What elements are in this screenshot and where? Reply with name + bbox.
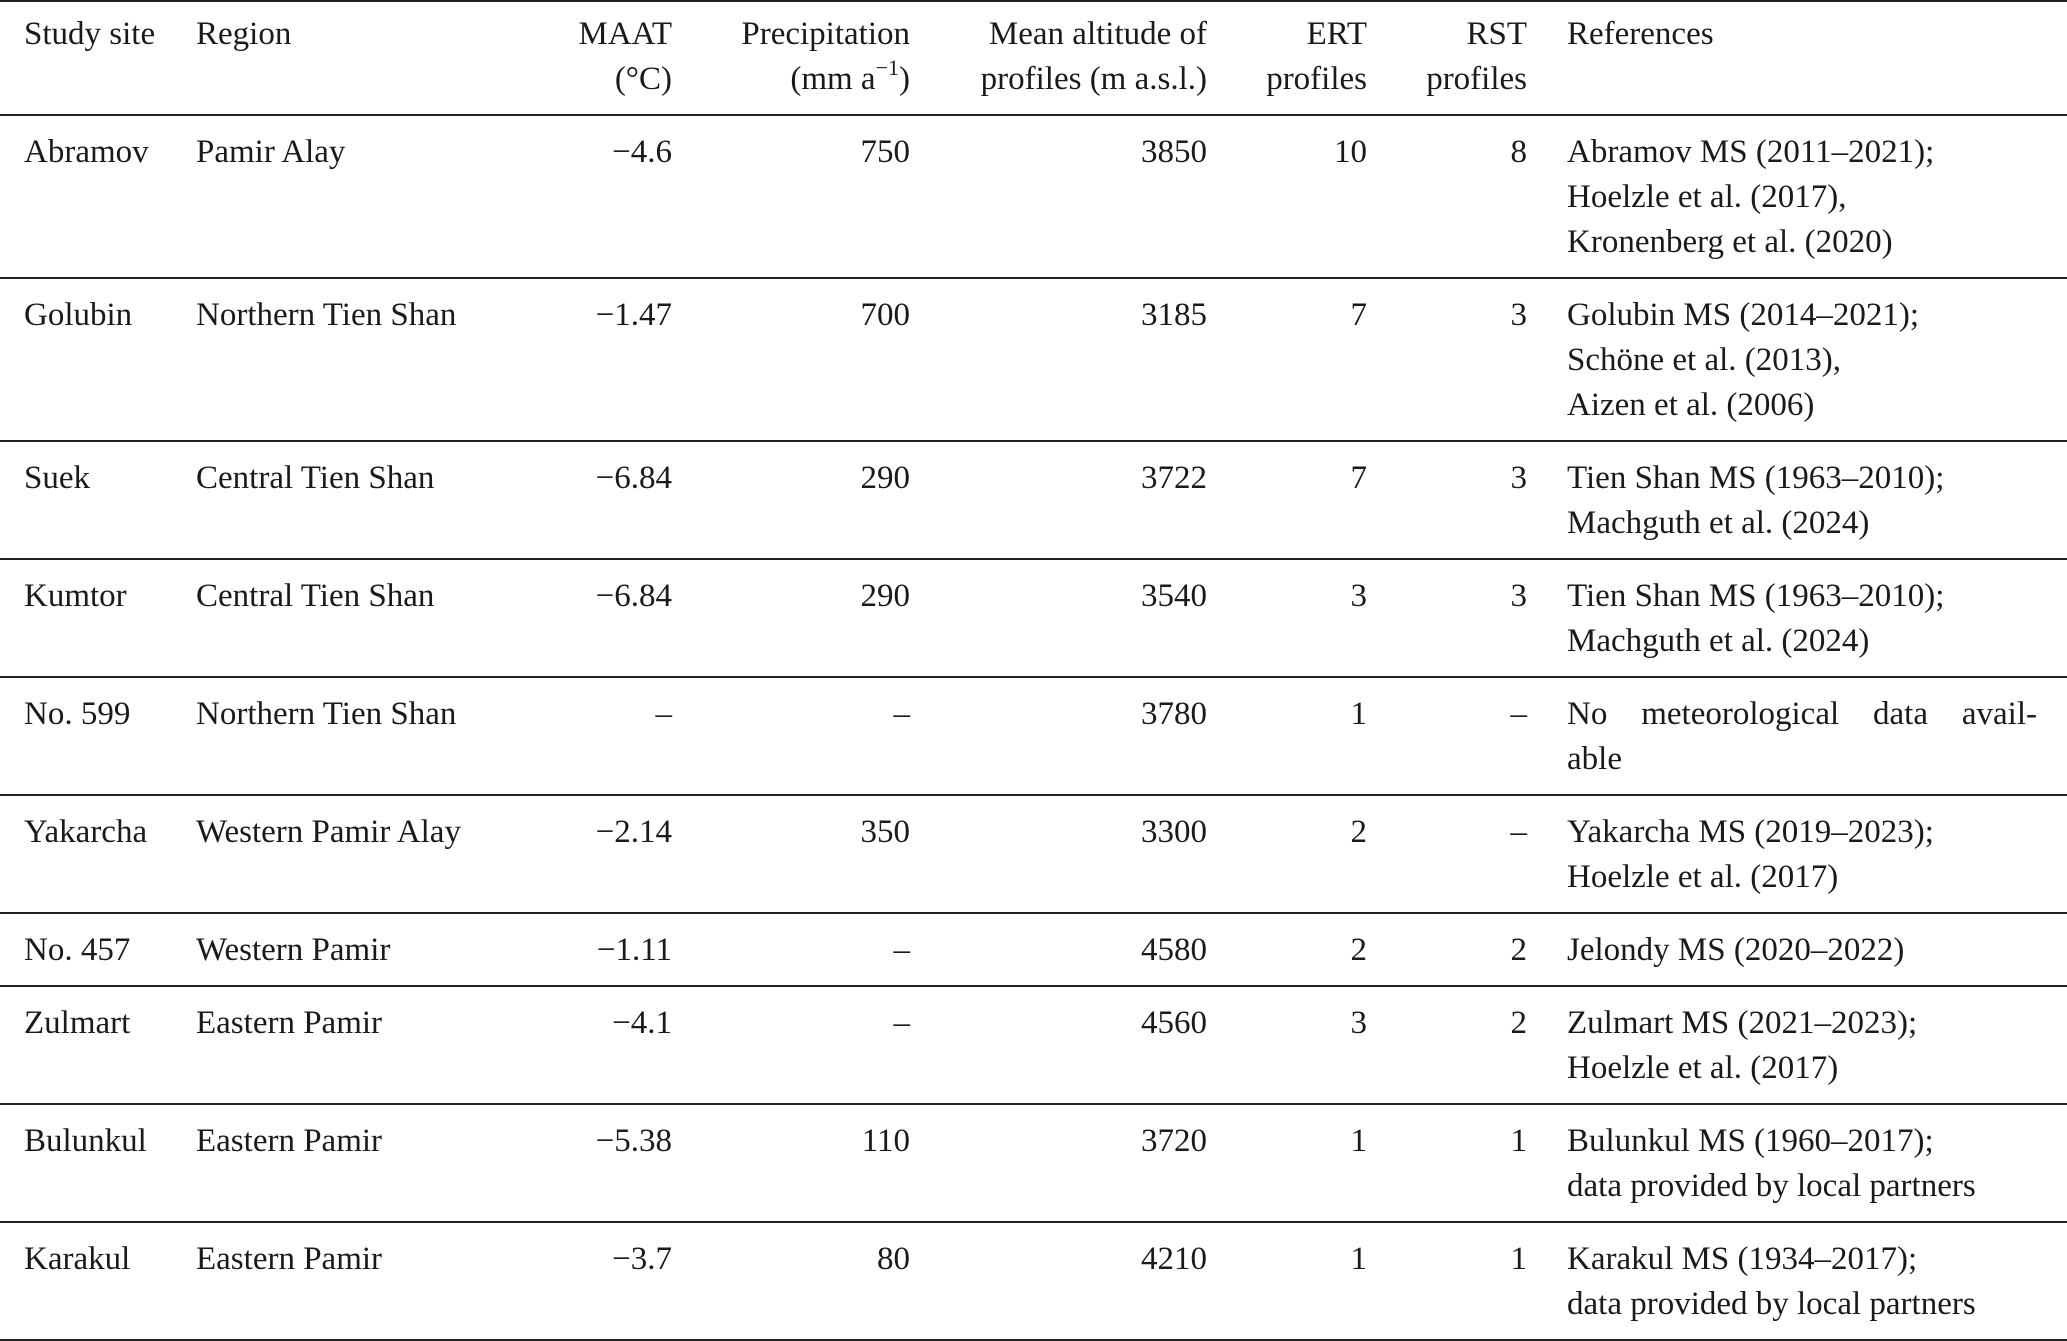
reference-line: Hoelzle et al. (2017), <box>1567 179 1847 215</box>
cell-maat: −6.84 <box>595 460 672 496</box>
reference-line: Hoelzle et al. (2017) <box>1567 859 1839 895</box>
cell-mean-altitude: 3720 <box>1141 1123 1207 1159</box>
cell-maat: −1.47 <box>595 297 672 333</box>
cell-study-site: No. 599 <box>24 696 131 732</box>
cell-rst-profiles: 1 <box>1510 1123 1527 1159</box>
cell-precipitation: – <box>893 932 910 968</box>
cell-maat: −4.1 <box>612 1005 672 1041</box>
reference-line: Kronenberg et al. (2020) <box>1567 224 1893 260</box>
table-row <box>0 795 2067 913</box>
reference-line: Jelondy MS (2020–2022) <box>1567 932 1905 968</box>
cell-maat: −4.6 <box>612 134 672 170</box>
cell-study-site: Yakarcha <box>24 814 148 850</box>
header-study-site: Study site <box>24 16 156 52</box>
cell-mean-altitude: 3850 <box>1141 134 1207 170</box>
cell-study-site: Zulmart <box>24 1005 131 1041</box>
cell-region: Northern Tien Shan <box>196 297 457 333</box>
reference-line: Yakarcha MS (2019–2023); <box>1567 814 1934 850</box>
header-region: Region <box>196 16 292 52</box>
cell-references <box>1527 1222 2067 1340</box>
table-header <box>0 1 2067 115</box>
cell-precipitation: 700 <box>860 297 910 333</box>
table-body <box>0 115 2067 1340</box>
cell-rst-profiles: 3 <box>1510 578 1527 614</box>
cell-region: Northern Tien Shan <box>196 696 457 732</box>
cell-study-site: Abramov <box>24 134 149 170</box>
cell-study-site: Kumtor <box>24 578 127 614</box>
cell-maat: −2.14 <box>595 814 672 850</box>
cell-study-site: Karakul <box>24 1241 131 1277</box>
cell-precipitation: 110 <box>861 1123 910 1159</box>
cell-references <box>1527 115 2067 278</box>
cell-rst-profiles: 1 <box>1510 1241 1527 1277</box>
reference-line: Zulmart MS (2021–2023); <box>1567 1005 1918 1041</box>
header-maat: MAAT (°C) <box>578 16 672 97</box>
cell-region: Eastern Pamir <box>196 1005 383 1041</box>
reference-line: Schöne et al. (2013), <box>1567 342 1842 378</box>
cell-region: Central Tien Shan <box>196 460 435 496</box>
reference-line: data provided by local partners <box>1567 1168 1976 1204</box>
table-row <box>0 1104 2067 1222</box>
precip-unit: (mm $a^{-1}$) <box>790 55 910 97</box>
cell-ert-profiles: 7 <box>1350 460 1367 496</box>
header-ert-profiles: ERT profiles <box>1266 16 1367 97</box>
header-rst-profiles: RST profiles <box>1426 16 1527 97</box>
reference-line: Tien Shan MS (1963–2010); <box>1567 578 1945 614</box>
table-row <box>0 559 2067 677</box>
cell-references <box>1527 278 2067 441</box>
cell-ert-profiles: 1 <box>1350 1123 1367 1159</box>
cell-study-site: Golubin <box>24 297 133 333</box>
header-mean-altitude: Mean altitude of profiles (m a.s.l.) <box>980 16 1207 97</box>
reference-line: Tien Shan MS (1963–2010); <box>1567 460 1945 496</box>
cell-ert-profiles: 1 <box>1350 696 1367 732</box>
table-row <box>0 278 2067 441</box>
cell-rst-profiles: 3 <box>1510 297 1527 333</box>
cell-maat: −6.84 <box>595 578 672 614</box>
cell-precipitation: – <box>893 1005 910 1041</box>
cell-precipitation: 750 <box>860 134 910 170</box>
cell-mean-altitude: 3300 <box>1141 814 1207 850</box>
cell-region: Western Pamir Alay <box>196 814 461 850</box>
reference-line: Machguth et al. (2024) <box>1567 505 1870 541</box>
reference-line: Bulunkul MS (1960–2017); <box>1567 1123 1934 1159</box>
cell-references <box>1527 559 2067 677</box>
cell-region: Pamir Alay <box>196 134 346 170</box>
cell-references <box>1527 913 2067 986</box>
cell-rst-profiles: – <box>1510 814 1527 850</box>
cell-region: Central Tien Shan <box>196 578 435 614</box>
cell-ert-profiles: 2 <box>1350 932 1367 968</box>
cell-mean-altitude: 3185 <box>1141 297 1207 333</box>
reference-line: Golubin MS (2014–2021); <box>1567 297 1920 333</box>
cell-region: Eastern Pamir <box>196 1123 383 1159</box>
cell-references <box>1527 677 2067 795</box>
cell-references <box>1527 986 2067 1104</box>
cell-rst-profiles: 8 <box>1510 134 1527 170</box>
cell-references <box>1527 441 2067 559</box>
header-precipitation: Precipitation (mm $a^{-1}$) <box>672 1 910 115</box>
cell-rst-profiles: – <box>1510 696 1527 732</box>
cell-rst-profiles: 2 <box>1510 932 1527 968</box>
cell-ert-profiles: 7 <box>1350 297 1367 333</box>
cell-mean-altitude: 4580 <box>1141 932 1207 968</box>
cell-references <box>1527 795 2067 913</box>
cell-ert-profiles: 3 <box>1350 578 1367 614</box>
cell-rst-profiles: 3 <box>1510 460 1527 496</box>
cell-mean-altitude: 3780 <box>1141 696 1207 732</box>
cell-region: Western Pamir <box>196 932 391 968</box>
reference-line: No meteorological data avail- <box>1567 696 2037 732</box>
table-row <box>0 1222 2067 1340</box>
cell-region: Eastern Pamir <box>196 1241 383 1277</box>
reference-line: Hoelzle et al. (2017) <box>1567 1050 1839 1086</box>
cell-mean-altitude: 4560 <box>1141 1005 1207 1041</box>
reference-line: data provided by local partners <box>1567 1286 1976 1322</box>
cell-precipitation: 290 <box>860 460 910 496</box>
cell-precipitation: – <box>893 696 910 732</box>
cell-study-site: Suek <box>24 460 90 496</box>
cell-ert-profiles: 1 <box>1350 1241 1367 1277</box>
cell-maat: −5.38 <box>595 1123 672 1159</box>
cell-ert-profiles: 10 <box>1334 134 1367 170</box>
table-row <box>0 115 2067 278</box>
cell-maat: −1.11 <box>596 932 672 968</box>
header-references: References <box>1567 16 1714 52</box>
table-row <box>0 441 2067 559</box>
reference-line: Abramov MS (2011–2021); <box>1567 134 1935 170</box>
header-row <box>0 1 2067 115</box>
cell-precipitation: 290 <box>860 578 910 614</box>
cell-ert-profiles: 3 <box>1350 1005 1367 1041</box>
cell-maat: – <box>655 696 672 732</box>
table-row <box>0 986 2067 1104</box>
cell-maat: −3.7 <box>612 1241 672 1277</box>
cell-study-site: No. 457 <box>24 932 131 968</box>
cell-mean-altitude: 3722 <box>1141 460 1207 496</box>
reference-line: Aizen et al. (2006) <box>1567 387 1815 423</box>
table-row <box>0 913 2067 986</box>
reference-line: Karakul MS (1934–2017); <box>1567 1241 1918 1277</box>
cell-precipitation: 350 <box>860 814 910 850</box>
cell-rst-profiles: 2 <box>1510 1005 1527 1041</box>
cell-mean-altitude: 3540 <box>1141 578 1207 614</box>
table-row <box>0 677 2067 795</box>
cell-ert-profiles: 2 <box>1350 814 1367 850</box>
cell-references <box>1527 1104 2067 1222</box>
reference-line: able <box>1567 741 1622 777</box>
reference-line: Machguth et al. (2024) <box>1567 623 1870 659</box>
cell-study-site: Bulunkul <box>24 1123 147 1159</box>
cell-precipitation: 80 <box>877 1241 910 1277</box>
cell-mean-altitude: 4210 <box>1141 1241 1207 1277</box>
